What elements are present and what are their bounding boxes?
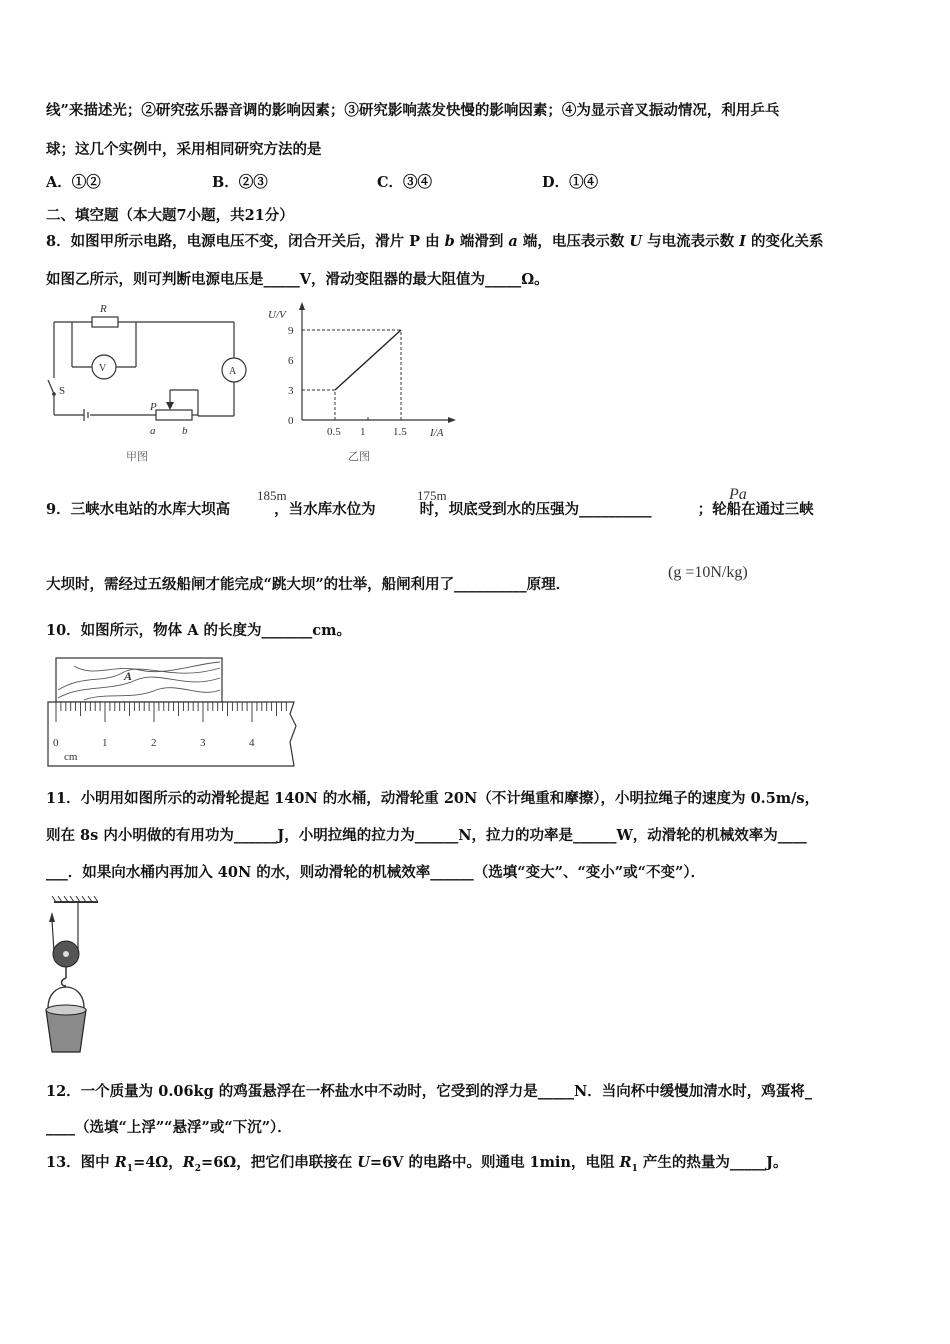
q9-dam-height: 185m xyxy=(257,488,287,503)
q7-option-b: B．②③ xyxy=(212,174,268,191)
graph-xtick-label: 1.5 xyxy=(393,426,407,438)
graph-ytick-label: 9 xyxy=(288,325,294,337)
ruler-number: 2 xyxy=(151,737,157,749)
q9-unit-pa: Pa xyxy=(729,486,747,503)
section-title: 二、填空题（本大题7小题，共21分） xyxy=(46,207,294,224)
pulley-figure xyxy=(40,896,110,1056)
label-a: A xyxy=(229,366,237,377)
q10-line: 10．如图所示，物体 A 的长度为_______cm。 xyxy=(46,622,351,639)
graph-ylabel: U/V xyxy=(268,309,286,321)
label-v: V xyxy=(99,363,107,374)
q7-option-c: C．③④ xyxy=(377,174,433,191)
ruler-number: 3 xyxy=(200,737,206,749)
object-a xyxy=(56,658,222,702)
q8-line2: 如图乙所示，则可判断电源电压是_____V，滑动变阻器的最大阻值为_____Ω。 xyxy=(46,271,549,288)
graph-ytick-label: 0 xyxy=(288,415,294,427)
graph-xtick-label: 0.5 xyxy=(327,426,341,438)
q12-line2: ____（选填“上浮”“悬浮”或“下沉”）． xyxy=(46,1119,292,1136)
q9-g-note: (g =10N/kg) xyxy=(668,564,748,581)
object-a-label: A xyxy=(124,669,133,683)
graph-xlabel: I/A xyxy=(430,427,444,439)
caption-jia: 甲图 xyxy=(126,451,148,463)
ruler-number: 0 xyxy=(53,737,59,749)
q11-line3: ___．如果向水桶内再加入 40N 的水，则动滑轮的机械效率______（选填“变大”、“变小”或“不变”）． xyxy=(46,864,706,881)
q11-line1: 11．小明用如图所示的动滑轮提起 140N 的水桶，动滑轮重 20N（不计绳重和摩擦），小明拉绳子的速度为 0.5m/s， xyxy=(46,790,820,807)
q9-line1: 9．三峡水电站的水库大坝高 ，当水库水位为 时，坝底受到水的压强为__________ ；轮船在通过三峡 xyxy=(46,501,814,518)
label-s: S xyxy=(59,385,66,397)
slider-rheostat xyxy=(156,410,192,420)
ruler-number: 1 xyxy=(102,737,108,749)
resistor-r xyxy=(92,317,118,327)
circuit-diagram xyxy=(40,298,250,468)
label-a-end: a xyxy=(150,425,156,437)
graph-ytick-label: 6 xyxy=(288,355,294,367)
q9-water-level: 175m xyxy=(417,488,447,503)
q9-line2: 大坝时，需经过五级船闸才能完成“跳大坝”的壮举，船闸利用了__________原理． xyxy=(46,576,571,593)
ruler-figure xyxy=(44,654,300,772)
graph-ytick-label: 3 xyxy=(288,385,294,397)
ruler xyxy=(48,702,296,766)
q7-option-d: D．①④ xyxy=(542,174,599,191)
q7-option-a: A．①② xyxy=(46,174,101,191)
q13-line: 13．图中 $R_1=4\Omega$，$R_2=6\Omega$，把它们串联接在 U=6V 的电路中。则通电 1min，电阻 $R_1$ 产生的热量为_____J。 xyxy=(46,1154,788,1174)
q8-line1: 8．如图甲所示电路，电源电压不变，闭合开关后，滑片 P 由 b 端滑到 a 端，电压表示数 U 与电流表示数 I 的变化关系 xyxy=(46,233,824,250)
q11-line2: 则在 8s 内小明做的有用功为______J，小明拉绳的拉力为______N，拉力的功率是______W，动滑轮的机械效率为____ xyxy=(46,827,807,844)
graph-xtick-label: 1 xyxy=(360,426,366,438)
label-r: R xyxy=(100,303,107,315)
water-bucket xyxy=(46,1010,86,1052)
ruler-number: 4 xyxy=(249,737,255,749)
q12-line1: 12．一个质量为 0.06kg 的鸡蛋悬浮在一杯盐水中不动时，它受到的浮力是_____N．当向杯中缓慢加清水时，鸡蛋将_ xyxy=(46,1083,813,1100)
ui-graph xyxy=(262,300,462,468)
label-p: P xyxy=(150,401,157,413)
q7-line2: 球；这几个实例中，采用相同研究方法的是 xyxy=(46,141,322,158)
graph-series-line xyxy=(335,330,401,390)
ruler-unit: cm xyxy=(64,751,78,763)
caption-yi: 乙图 xyxy=(348,451,370,463)
q7-line1: 线”来描述光；②研究弦乐器音调的影响因素；③研究影响蒸发快慢的影响因素；④为显示音叉振动情况，利用乒乓 xyxy=(46,102,780,119)
label-b-end: b xyxy=(182,425,188,437)
